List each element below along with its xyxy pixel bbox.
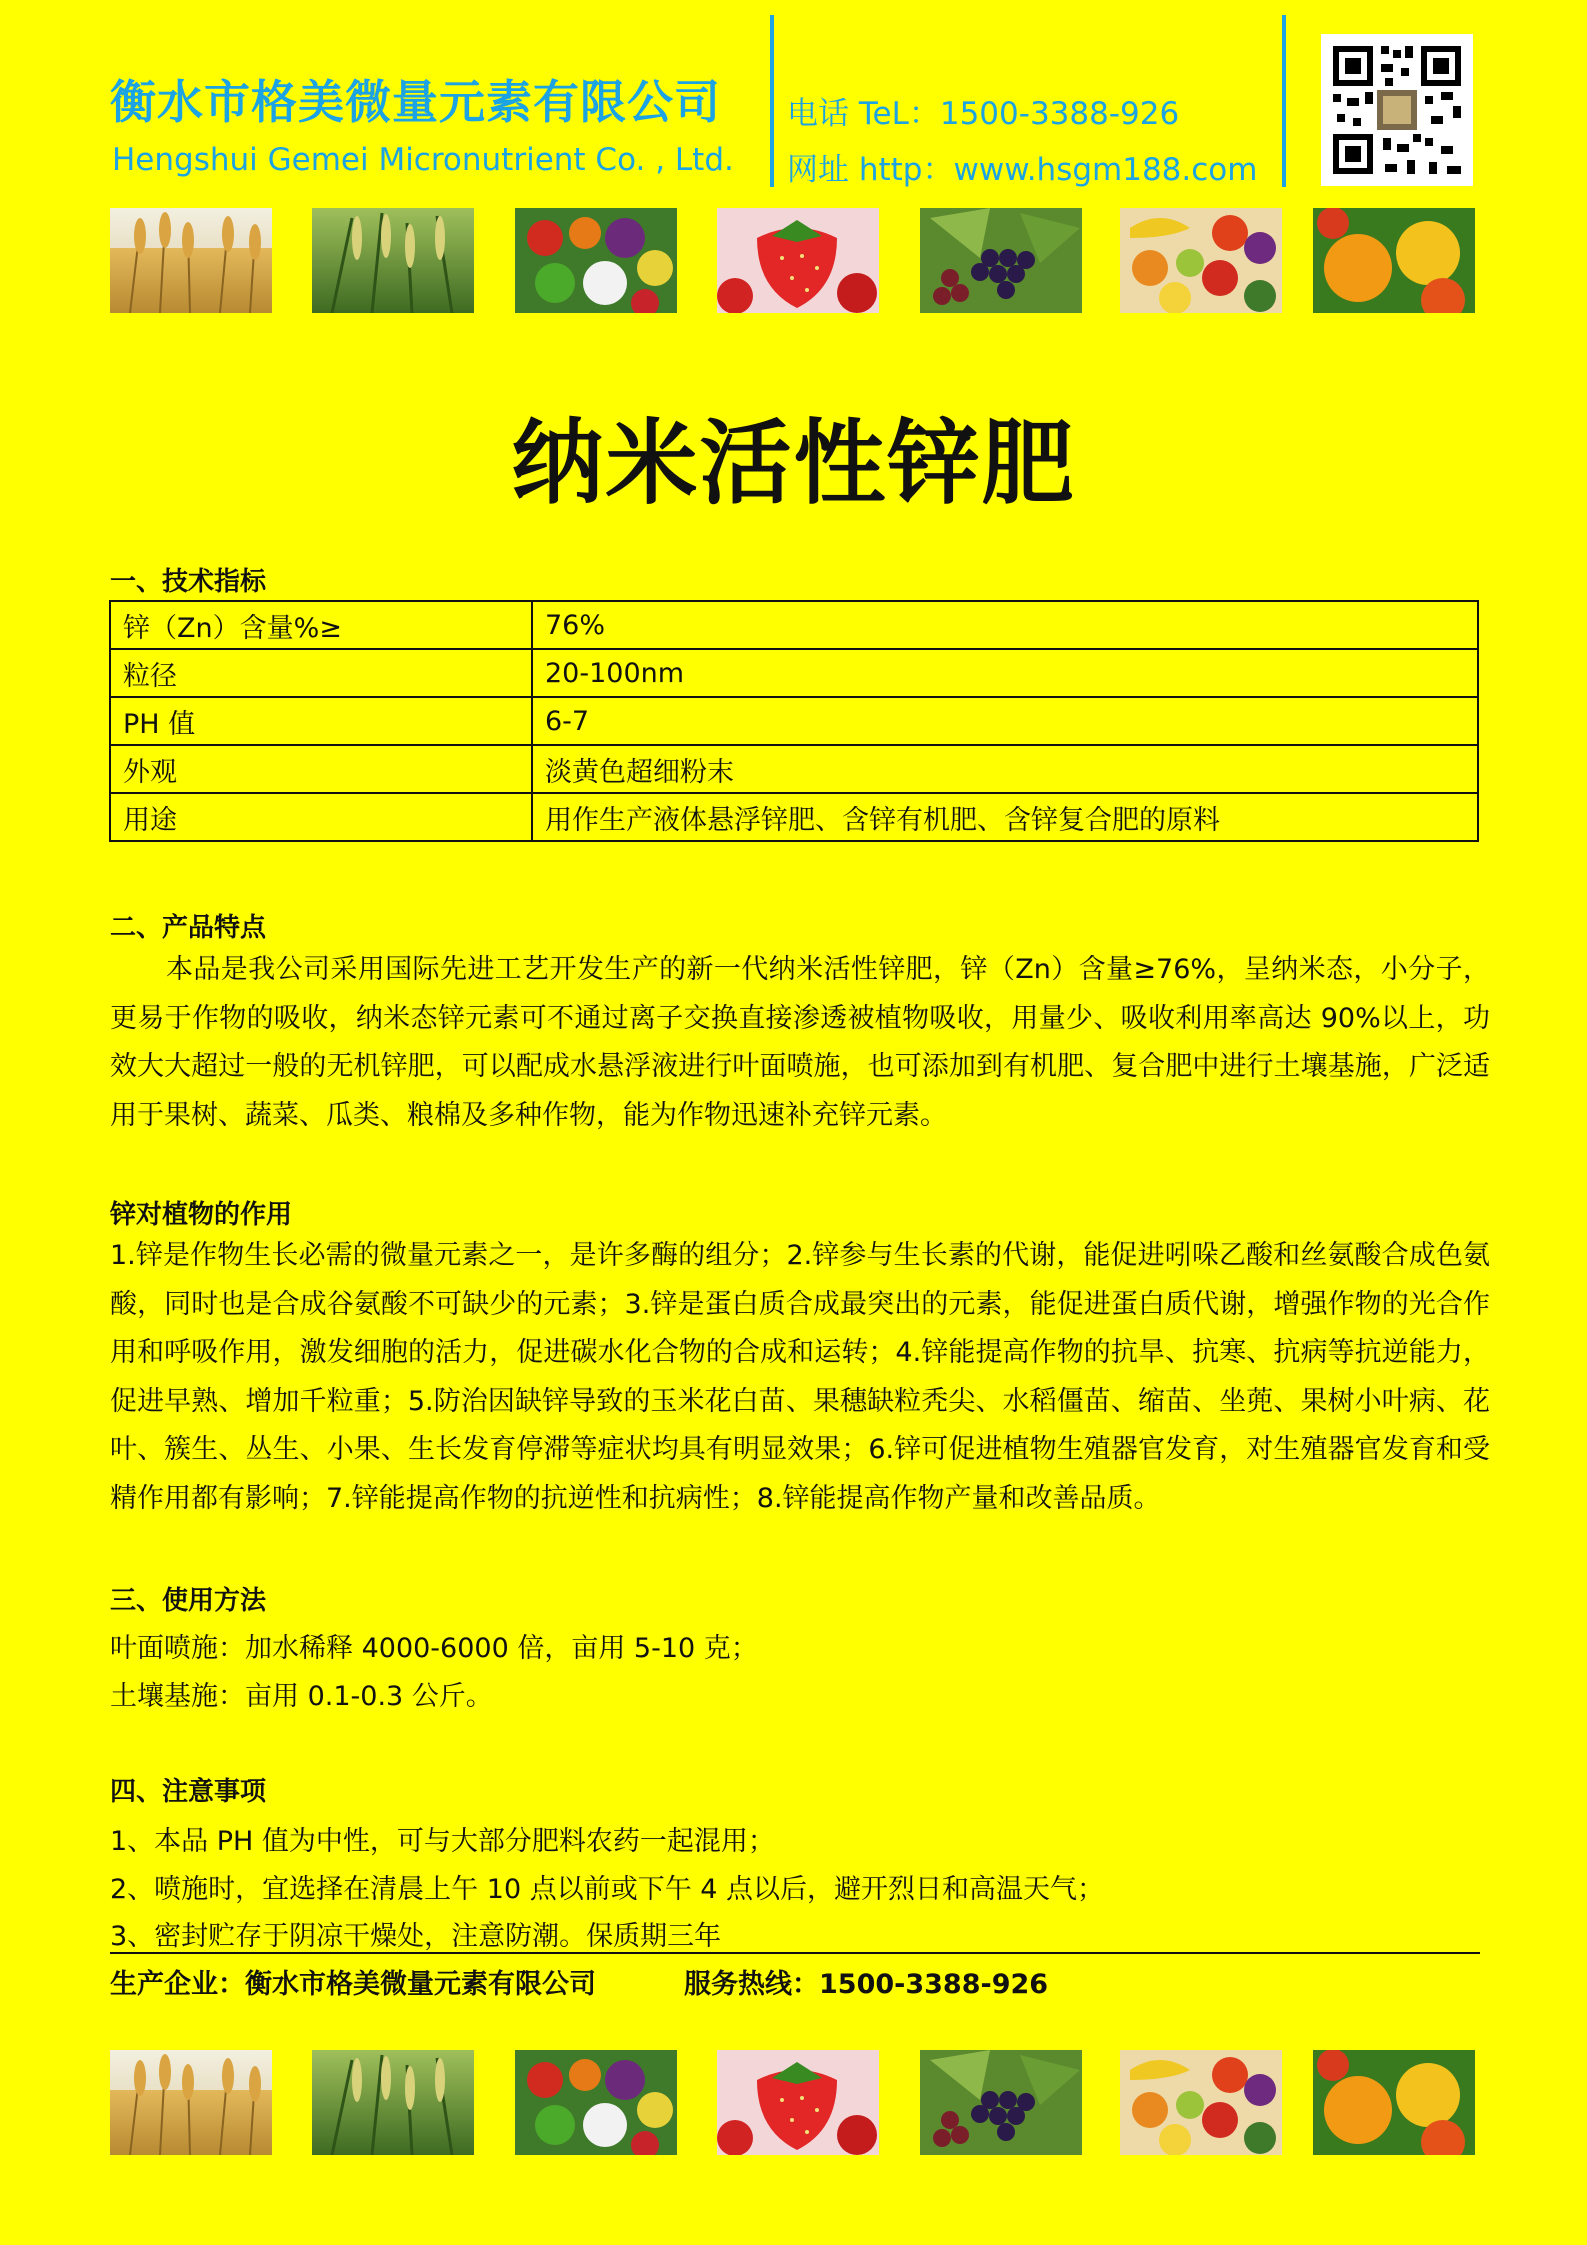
citrus-fruit-photo <box>1313 2050 1475 2155</box>
notes-line: 2、喷施时，宜选择在清晨上午 10 点以前或下午 4 点以后，避开烈日和高温天气； <box>110 1874 1105 1905</box>
notes-heading: 四、注意事项 <box>110 1777 267 1807</box>
website-line[interactable]: 网址 http：www.hsgm188.com <box>787 152 1258 188</box>
spec-key: PH 值 <box>110 697 532 745</box>
spec-value: 用作生产液体悬浮锌肥、含锌有机肥、含锌复合肥的原料 <box>532 793 1478 841</box>
company-name-cn: 衡水市格美微量元素有限公司 <box>110 75 721 129</box>
spec-value: 76% <box>532 601 1478 649</box>
strawberries-photo <box>717 208 879 313</box>
wheat-field-photo <box>110 2050 272 2155</box>
footer-divider <box>110 1952 1480 1954</box>
page-title: 纳米活性锌肥 <box>511 410 1076 517</box>
rice-plants-photo <box>312 208 474 313</box>
crop-image-strip-bottom <box>110 2050 1475 2155</box>
vegetables-photo <box>515 2050 677 2155</box>
phone-line: 电话 TeL：1500-3388-926 <box>787 96 1180 132</box>
qr-code-icon <box>1321 34 1473 186</box>
wheat-field-photo <box>110 208 272 313</box>
spec-value: 20-100nm <box>532 649 1478 697</box>
header-divider-right <box>1282 15 1286 187</box>
table-row <box>110 745 1478 793</box>
vegetables-photo <box>515 208 677 313</box>
spec-value: 淡黄色超细粉末 <box>532 745 1478 793</box>
effects-heading: 锌对植物的作用 <box>110 1200 293 1230</box>
spec-heading: 一、技术指标 <box>110 567 267 597</box>
table-row <box>110 601 1478 649</box>
table-row <box>110 649 1478 697</box>
spec-key: 用途 <box>110 793 532 841</box>
notes-line: 1、本品 PH 值为中性，可与大部分肥料农药一起混用； <box>110 1826 775 1857</box>
fruit-assortment-photo <box>1120 208 1282 313</box>
spec-value: 6-7 <box>532 697 1478 745</box>
usage-line: 土壤基施：亩用 0.1-0.3 公斤。 <box>110 1681 493 1712</box>
spec-key: 外观 <box>110 745 532 793</box>
effects-paragraph: 1.锌是作物生长必需的微量元素之一，是许多酶的组分；2.锌参与生长素的代谢，能促进吲哚乙酸和丝氨酸合成色氨酸，同时也是合成谷氨酸不可缺少的元素；3.锌是蛋白质合成最突出的元素，能促进蛋白质代谢，增强作物的光合作用和呼吸作用，激发细胞的活力，促进碳水化合物的合成和运转；4.锌能提高作物的抗旱、抗寒、抗病等抗逆能力，促进早熟、增加千粒重；5.防治因缺锌导致的玉米花白苗、果穗缺粒秃尖、水稻僵苗、缩苗、坐蔸、果树小叶病、花叶、簇生、丛生、小果、生长发育停滞等症状均具有明显效果；6.锌可促进植物生殖器官发育，对生殖器官发育和受精作用都有影响；7.锌能提高作物的抗逆性和抗病性；8.锌能提高作物产量和改善品质。 <box>110 1240 1490 1514</box>
features-heading: 二、产品特点 <box>110 913 267 943</box>
grapes-photo <box>920 208 1082 313</box>
spec-key: 粒径 <box>110 649 532 697</box>
table-row <box>110 793 1478 841</box>
footer-maker: 生产企业：衡水市格美微量元素有限公司 <box>110 1969 596 2000</box>
spec-table <box>109 600 1479 842</box>
rice-plants-photo <box>312 2050 474 2155</box>
notes-line: 3、密封贮存于阴凉干燥处，注意防潮。保质期三年 <box>110 1921 722 1952</box>
strawberries-photo <box>717 2050 879 2155</box>
usage-line: 叶面喷施：加水稀释 4000-6000 倍，亩用 5-10 克； <box>110 1633 758 1664</box>
features-paragraph: 本品是我公司采用国际先进工艺开发生产的新一代纳米活性锌肥，锌（Zn）含量≥76%，呈纳米态，小分子，更易于作物的吸收，纳米态锌元素可不通过离子交换直接渗透被植物吸收，用量少、吸收利用率高达 90%以上，功效大大超过一般的无机锌肥，可以配成水悬浮液进行叶面喷施，也可添加到有机肥、复合肥中进行土壤基施，广泛适用于果树、蔬菜、瓜类、粮棉及多种作物，能为作物迅速补充锌元素。 <box>110 954 1490 1131</box>
usage-heading: 三、使用方法 <box>110 1586 267 1616</box>
spec-key: 锌（Zn）含量%≥ <box>110 601 532 649</box>
table-row <box>110 697 1478 745</box>
company-name-en: Hengshui Gemei Micronutrient Co. , Ltd. <box>112 142 734 178</box>
footer-hotline: 服务热线：1500-3388-926 <box>684 1969 1049 2000</box>
header <box>0 0 1587 195</box>
citrus-fruit-photo <box>1313 208 1475 313</box>
crop-image-strip-top <box>110 208 1475 313</box>
fruit-assortment-photo <box>1120 2050 1282 2155</box>
grapes-photo <box>920 2050 1082 2155</box>
header-divider-left <box>770 15 774 187</box>
